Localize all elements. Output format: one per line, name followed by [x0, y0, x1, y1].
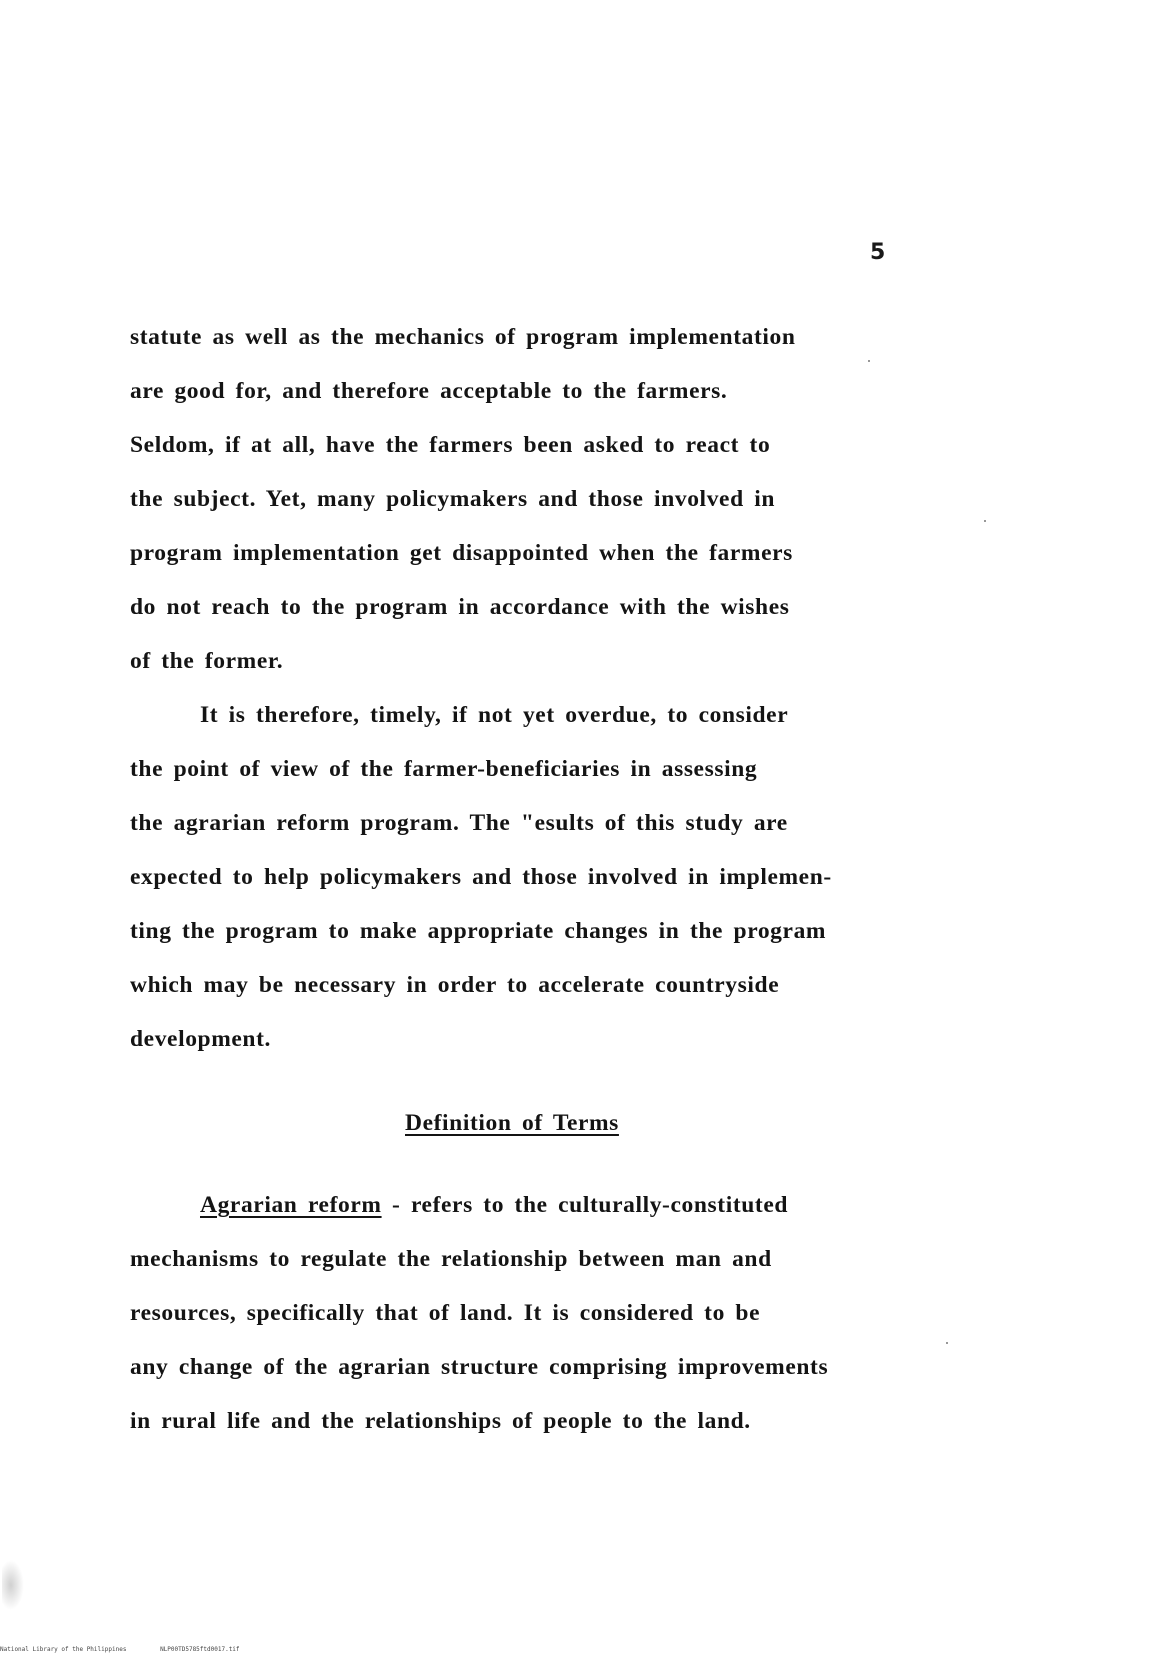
- scan-speck: [946, 1342, 948, 1344]
- text-line: of the former.: [130, 648, 284, 674]
- footer-library: National Library of the Philippines: [0, 1646, 127, 1653]
- text-line: ting the program to make appropriate changes in the program: [130, 918, 827, 944]
- text-line: resources, specifically that of land. It is considered to be: [130, 1300, 761, 1326]
- scan-footer: [0, 1646, 270, 1653]
- text-line: Seldom, if at all, have the farmers been asked to react to: [130, 432, 771, 458]
- text-line: statute as well as the mechanics of program implementation: [130, 324, 796, 350]
- definition-text: - refers to the culturally-constituted: [381, 1192, 789, 1218]
- text-line: the subject. Yet, many policymakers and those involved in: [130, 486, 776, 512]
- defined-term: Agrarian reform: [200, 1192, 382, 1218]
- text-line: development.: [130, 1026, 272, 1052]
- text-line: mechanisms to regulate the relationship between man and: [130, 1246, 772, 1272]
- scan-speck: [868, 360, 870, 362]
- text-line: expected to help policymakers and those involved in implemen-: [130, 864, 832, 890]
- section-heading: Definition of Terms: [405, 1110, 619, 1136]
- text-line: any change of the agrarian structure comprising improvements: [130, 1354, 829, 1380]
- text-line: It is therefore, timely, if not yet overdue, to consider: [200, 702, 789, 728]
- definition-first-line: [200, 1194, 788, 1218]
- scan-speck: [984, 520, 986, 522]
- page-number: 5: [870, 240, 886, 265]
- text-line: which may be necessary in order to accelerate countryside: [130, 972, 780, 998]
- scan-edge-mark: [2, 1560, 24, 1610]
- text-line: the point of view of the farmer-beneficiaries in assessing: [130, 756, 758, 782]
- text-line: do not reach to the program in accordance with the wishes: [130, 594, 790, 620]
- text-line: in rural life and the relationships of people to the land.: [130, 1408, 751, 1434]
- text-line: are good for, and therefore acceptable to the farmers.: [130, 378, 728, 404]
- text-line: program implementation get disappointed when the farmers: [130, 540, 793, 566]
- footer-filename: NLP00TD5785ftd0017.tif: [160, 1646, 240, 1653]
- text-line: the agrarian reform program. The "esults of this study are: [130, 810, 788, 836]
